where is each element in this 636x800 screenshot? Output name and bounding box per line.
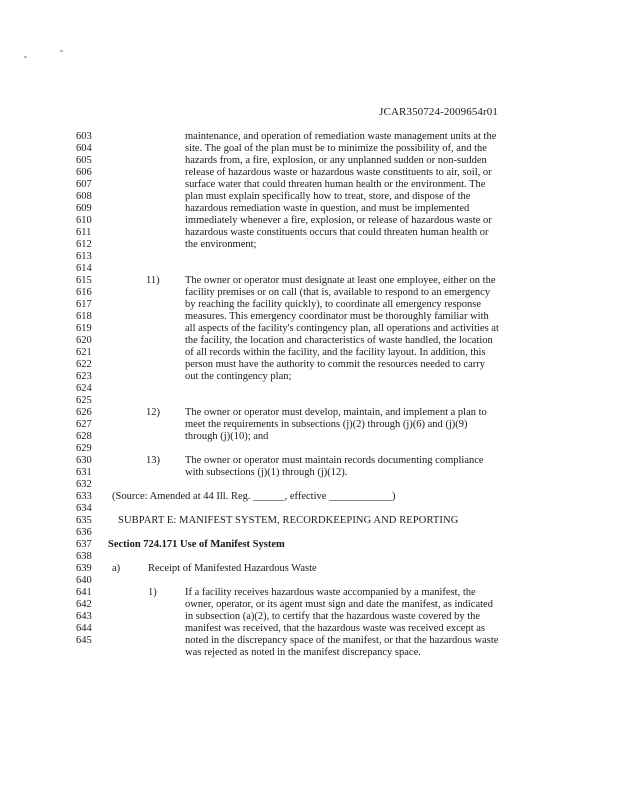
text-line: facility premises or on call (that is, available to respond to an emergency: [185, 287, 491, 298]
line-number: 609: [76, 203, 92, 214]
line-number: 618: [76, 311, 92, 322]
text-line: the facility, the location and characteristics of waste handled, the location: [185, 335, 493, 346]
line-number: 604: [76, 143, 92, 154]
line-number: 607: [76, 179, 92, 190]
line-number: 628: [76, 431, 92, 442]
line-number: 620: [76, 335, 92, 346]
line-number: 641: [76, 587, 92, 598]
line-number: 634: [76, 503, 92, 514]
line-number: 631: [76, 467, 92, 478]
line-number: 645: [76, 635, 92, 646]
line-number: 627: [76, 419, 92, 430]
line-number: 642: [76, 599, 92, 610]
item-label: a): [112, 563, 121, 574]
section-heading: Section 724.171 Use of Manifest System: [108, 539, 285, 550]
line-number: 638: [76, 551, 92, 562]
line-number: 619: [76, 323, 92, 334]
line-number: 643: [76, 611, 92, 622]
item-label: 1): [148, 587, 157, 598]
subpart-heading: SUBPART E: MANIFEST SYSTEM, RECORDKEEPING AND REPORTING: [118, 515, 459, 526]
line-number: 612: [76, 239, 92, 250]
text-line: site. The goal of the plan must be to minimize the possibility of, and the: [185, 143, 487, 154]
text-line: of all records within the facility, and the facility layout. In addition, this: [185, 347, 486, 358]
line-number: 632: [76, 479, 92, 490]
text-line: hazardous waste constituents occurs that could threaten human health or: [185, 227, 489, 238]
line-number: 621: [76, 347, 92, 358]
text-line: release of hazardous waste or hazardous waste constituents to air, soil, or: [185, 167, 492, 178]
line-number: 608: [76, 191, 92, 202]
line-number: 626: [76, 407, 92, 418]
scan-speck: [60, 50, 63, 52]
source-note: (Source: Amended at 44 Ill. Reg. ______, effective ____________): [112, 491, 396, 502]
text-line: hazardous remediation waste in question, and must be implemented: [185, 203, 470, 214]
text-line: in subsection (a)(2), to certify that the hazardous waste covered by the: [185, 611, 481, 622]
line-number: 635: [76, 515, 92, 526]
text-line: noted in the discrepancy space of the manifest, or that the hazardous waste: [185, 635, 499, 646]
text-line: by reaching the facility quickly), to coordinate all emergency response: [185, 299, 482, 310]
text-line: person must have the authority to commit the resources needed to carry: [185, 359, 486, 370]
text-line: meet the requirements in subsections (j)(2) through (j)(6) and (j)(9): [185, 419, 468, 430]
item-label: 13): [146, 455, 160, 466]
line-number: 625: [76, 395, 92, 406]
line-number: 633: [76, 491, 92, 502]
line-number: 622: [76, 359, 92, 370]
line-number: 639: [76, 563, 92, 574]
line-number: 630: [76, 455, 92, 466]
line-number: 616: [76, 287, 92, 298]
text-line: manifest was received, that the hazardous waste was received except as: [185, 623, 485, 634]
text-line: measures. This emergency coordinator must be thoroughly familiar with: [185, 311, 489, 322]
line-number: 636: [76, 527, 92, 538]
text-line: through (j)(10); and: [185, 431, 269, 442]
line-number: 605: [76, 155, 92, 166]
text-line: The owner or operator must maintain records documenting compliance: [185, 455, 484, 466]
line-number: 617: [76, 299, 92, 310]
text-line: plan must explain specifically how to treat, store, and dispose of the: [185, 191, 471, 202]
line-number: 615: [76, 275, 92, 286]
text-line: surface water that could threaten human health or the environment. The: [185, 179, 486, 190]
line-number: 606: [76, 167, 92, 178]
line-number: 623: [76, 371, 92, 382]
text-line: with subsections (j)(1) through (j)(12).: [185, 467, 348, 478]
text-line: maintenance, and operation of remediation waste management units at the: [185, 131, 497, 142]
text-line: If a facility receives hazardous waste accompanied by a manifest, the: [185, 587, 476, 598]
text-line: the environment;: [185, 239, 257, 250]
document-id: JCAR350724-2009654r01: [379, 106, 498, 118]
text-line: owner, operator, or its agent must sign and date the manifest, as indicated: [185, 599, 493, 610]
text-line: immediately whenever a fire, explosion, or release of hazardous waste or: [185, 215, 492, 226]
line-number: 603: [76, 131, 92, 142]
text-line: was rejected as noted in the manifest discrepancy space.: [185, 647, 421, 658]
text-line: hazards from, a fire, explosion, or any unplanned sudden or non-sudden: [185, 155, 487, 166]
subsection-title: Receipt of Manifested Hazardous Waste: [148, 563, 317, 574]
line-number: 640: [76, 575, 92, 586]
line-number: 637: [76, 539, 92, 550]
text-line: all aspects of the facility's contingency plan, all operations and activities at: [185, 323, 499, 334]
line-number: 613: [76, 251, 92, 262]
item-label: 11): [146, 275, 160, 286]
scan-speck: [24, 56, 27, 58]
line-number: 610: [76, 215, 92, 226]
text-line: The owner or operator must designate at least one employee, either on the: [185, 275, 496, 286]
line-number: 624: [76, 383, 92, 394]
line-number: 611: [76, 227, 92, 238]
item-label: 12): [146, 407, 160, 418]
text-line: The owner or operator must develop, maintain, and implement a plan to: [185, 407, 487, 418]
line-number: 629: [76, 443, 92, 454]
line-number: 644: [76, 623, 92, 634]
text-line: out the contingency plan;: [185, 371, 292, 382]
line-number: 614: [76, 263, 92, 274]
